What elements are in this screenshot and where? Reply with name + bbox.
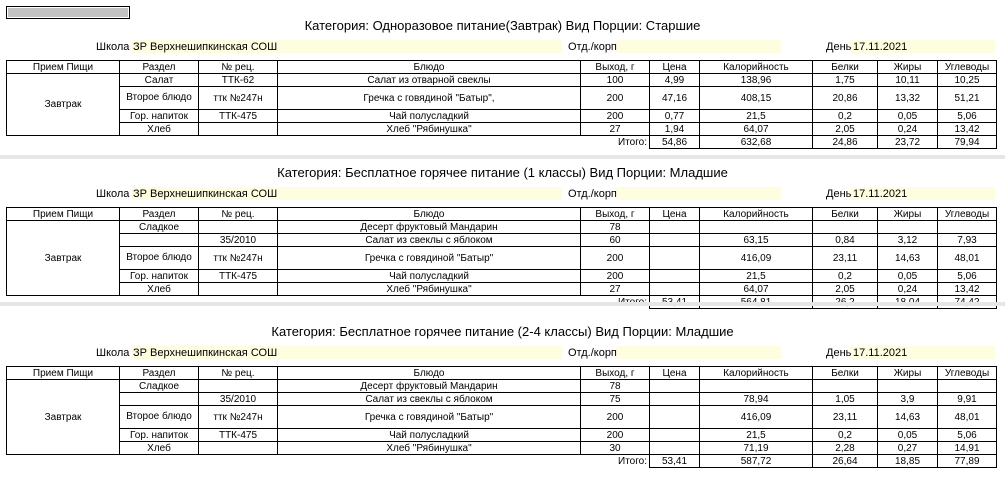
table-cell: 0,84 [813,234,878,247]
table-cell: 48,01 [938,247,997,270]
total-label: Итого: [618,136,647,148]
table-cell [700,380,813,393]
table-cell: 27 [581,123,650,136]
table-cell: 10,11 [878,74,938,87]
table-cell: 35/2010 [199,393,278,406]
school-name: ЗР Верхнешипкинская СОШ [133,347,278,359]
column-header: Выход, г [581,367,650,380]
school-label: Школа [96,41,130,53]
table-header-row [7,367,997,380]
table-cell: 3,12 [878,234,938,247]
table-cell: 23,11 [813,247,878,270]
column-header: Блюдо [278,61,581,74]
table-cell: 100 [581,74,650,87]
table-cell: 7,93 [938,234,997,247]
table-cell: 0,24 [878,123,938,136]
table-cell: 0,24 [878,283,938,296]
table-row [7,406,997,429]
table-cell: ттк №247н [199,247,278,270]
table-cell: Салат из свеклы с яблоком [278,234,581,247]
dept-label: Отд./корп [568,347,617,359]
report-block [0,159,1005,309]
table-cell: 2,28 [813,442,878,455]
table-cell: 5,06 [938,429,997,442]
column-header: Прием Пищи [7,367,120,380]
table-cell: 63,15 [700,234,813,247]
table-cell: Хлеб "Рябинушка" [278,442,581,455]
column-header: Цена [650,61,700,74]
dept-field-highlight [616,187,781,200]
table-cell: 200 [581,110,650,123]
table-cell: Гречка с говядиной "Батыр" [278,406,581,429]
dept-label: Отд./корп [568,41,617,53]
table-cell: 51,21 [938,87,997,110]
table-cell: 71,19 [700,442,813,455]
table-cell [700,221,813,234]
table-cell [878,221,938,234]
column-header: Блюдо [278,208,581,221]
column-header: Прием Пищи [7,61,120,74]
table-cell [650,393,700,406]
table-cell: 13,42 [938,123,997,136]
table-cell: ТТК-62 [199,74,278,87]
table-row [7,74,997,87]
info-row [0,186,1005,202]
column-header: Жиры [878,367,938,380]
table-cell: 30 [581,442,650,455]
table-cell: Второе блюдо [120,406,199,429]
total-label: Итого: [618,455,647,467]
table-header-row [7,208,997,221]
total-cell: 26,64 [813,455,878,468]
table-cell: 416,09 [700,406,813,429]
table-cell [199,380,278,393]
table-cell [650,429,700,442]
table-cell: Второе блюдо [120,87,199,110]
table-row [7,393,997,406]
table-cell: 1,75 [813,74,878,87]
column-header: Цена [650,208,700,221]
table-cell: 78 [581,221,650,234]
total-row [7,136,997,149]
table-cell: Сладкое [120,380,199,393]
category-title: Категория: Бесплатное горячее питание (2-4 классы) Вид Порции: Младшие [271,324,734,339]
total-cell: 77,89 [938,455,997,468]
table-cell: Чай полусладкий [278,429,581,442]
table-cell: 64,07 [700,123,813,136]
table-row [7,110,997,123]
column-header: Раздел [120,367,199,380]
column-header: Выход, г [581,208,650,221]
table-cell: 13,32 [878,87,938,110]
menu-table [6,207,997,309]
column-header: Белки [813,61,878,74]
column-header: Калорийность [700,208,813,221]
table-cell: Салат [120,74,199,87]
column-header: Калорийность [700,61,813,74]
report-block [0,12,1005,162]
table-cell: 1,94 [650,123,700,136]
dept-label: Отд./корп [568,188,617,200]
menu-table [6,60,997,149]
table-cell [878,380,938,393]
table-cell: 23,11 [813,406,878,429]
table-cell [650,406,700,429]
table-cell: 75 [581,393,650,406]
info-row [0,39,1005,55]
column-header: № рец. [199,367,278,380]
table-cell: 5,06 [938,270,997,283]
table-cell: 13,42 [938,283,997,296]
meal-cell: Завтрак [7,380,120,455]
meal-cell: Завтрак [7,221,120,296]
table-cell: Гор. напиток [120,429,199,442]
day-value: 17.11.2021 [853,41,908,53]
table-cell: ттк №247н [199,87,278,110]
column-header: Жиры [878,61,938,74]
category-title: Категория: Бесплатное горячее питание (1 классы) Вид Порции: Младшие [277,165,728,180]
table-row [7,283,997,296]
school-label: Школа [96,347,130,359]
column-header: Цена [650,367,700,380]
table-cell: 200 [581,270,650,283]
table-cell: 0,2 [813,270,878,283]
table-cell: 60 [581,234,650,247]
table-cell: 14,91 [938,442,997,455]
category-title: Категория: Одноразовое питание(Завтрак) Вид Порции: Старшие [304,18,701,33]
table-cell: 200 [581,406,650,429]
table-cell [650,270,700,283]
table-cell: Чай полусладкий [278,110,581,123]
table-cell [199,123,278,136]
table-cell: 408,15 [700,87,813,110]
table-cell [650,283,700,296]
table-cell: 0,2 [813,429,878,442]
table-cell: 5,06 [938,110,997,123]
total-cell: 54,86 [650,136,700,149]
column-header: Выход, г [581,61,650,74]
table-cell: Десерт фруктовый Мандарин [278,380,581,393]
total-cell: 53,41 [650,455,700,468]
table-cell: 78 [581,380,650,393]
table-row [7,87,997,110]
table-cell: 14,63 [878,406,938,429]
column-header: Раздел [120,61,199,74]
column-header: Прием Пищи [7,208,120,221]
table-cell [199,442,278,455]
total-lead [7,136,581,149]
table-cell: 27 [581,283,650,296]
column-header: Углеводы [938,367,997,380]
block-separator [0,302,1005,306]
column-header: Белки [813,208,878,221]
table-cell: Сладкое [120,221,199,234]
table-cell: 20,86 [813,87,878,110]
dept-field-highlight [616,346,781,359]
school-name: ЗР Верхнешипкинская СОШ [133,188,278,200]
table-cell [650,442,700,455]
table-cell: 200 [581,247,650,270]
column-header: № рец. [199,61,278,74]
table-row [7,123,997,136]
table-cell [813,221,878,234]
total-cell: 632,68 [700,136,813,149]
table-cell: 2,05 [813,123,878,136]
table-cell: 21,5 [700,270,813,283]
table-cell: Хлеб "Рябинушка" [278,123,581,136]
table-cell [120,234,199,247]
day-label: День [826,347,852,359]
table-header-row [7,61,997,74]
info-row [0,345,1005,361]
table-cell: 14,63 [878,247,938,270]
table-cell [650,247,700,270]
table-cell: ТТК-475 [199,429,278,442]
total-cell: 587,72 [700,455,813,468]
table-cell: 0,05 [878,110,938,123]
column-header: Блюдо [278,367,581,380]
menu-table [6,366,997,468]
table-row [7,429,997,442]
total-cell: 79,94 [938,136,997,149]
column-header: Калорийность [700,367,813,380]
column-header: № рец. [199,208,278,221]
total-lead [7,455,581,468]
table-cell: 10,25 [938,74,997,87]
table-cell: 200 [581,87,650,110]
table-cell [650,221,700,234]
table-cell: Хлеб [120,123,199,136]
table-cell [199,221,278,234]
table-cell: ТТК-475 [199,270,278,283]
table-cell: ТТК-475 [199,110,278,123]
table-cell: 0,77 [650,110,700,123]
total-row [7,455,997,468]
table-cell: 2,05 [813,283,878,296]
table-cell: Второе блюдо [120,247,199,270]
table-cell: 0,27 [878,442,938,455]
table-cell: 1,05 [813,393,878,406]
total-cell: 24,86 [813,136,878,149]
day-label: День [826,41,852,53]
report-block [0,318,1005,468]
day-value: 17.11.2021 [853,188,908,200]
table-cell: 47,16 [650,87,700,110]
table-cell: Хлеб [120,283,199,296]
table-cell: Десерт фруктовый Мандарин [278,221,581,234]
table-cell: Хлеб "Рябинушка" [278,283,581,296]
table-cell: Салат из свеклы с яблоком [278,393,581,406]
dept-field-highlight [616,40,781,53]
table-cell: Хлеб [120,442,199,455]
column-header: Углеводы [938,208,997,221]
table-cell: 21,5 [700,429,813,442]
table-cell: Гречка с говядиной "Батыр" [278,247,581,270]
column-header: Углеводы [938,61,997,74]
table-row [7,247,997,270]
school-name: ЗР Верхнешипкинская СОШ [133,41,278,53]
table-row [7,221,997,234]
total-cell: 18,85 [878,455,938,468]
table-row [7,380,997,393]
table-cell: 0,2 [813,110,878,123]
total-cell: 23,72 [878,136,938,149]
table-cell: Чай полусладкий [278,270,581,283]
table-cell [650,380,700,393]
table-cell: ттк №247н [199,406,278,429]
table-cell: Гор. напиток [120,110,199,123]
table-cell [120,393,199,406]
table-cell: Гречка с говядиной "Батыр", [278,87,581,110]
table-cell: 9,91 [938,393,997,406]
table-cell [650,234,700,247]
meal-cell: Завтрак [7,74,120,136]
table-cell: 0,05 [878,270,938,283]
table-cell: 35/2010 [199,234,278,247]
table-cell: Гор. напиток [120,270,199,283]
column-header: Раздел [120,208,199,221]
table-cell [938,380,997,393]
day-value: 17.11.2021 [853,347,908,359]
column-header: Жиры [878,208,938,221]
table-cell: 3,9 [878,393,938,406]
school-label: Школа [96,188,130,200]
table-row [7,442,997,455]
table-cell: 21,5 [700,110,813,123]
table-cell [938,221,997,234]
table-cell: 416,09 [700,247,813,270]
table-cell: 64,07 [700,283,813,296]
table-cell: 138,96 [700,74,813,87]
table-row [7,234,997,247]
table-cell: 200 [581,429,650,442]
table-cell: 0,05 [878,429,938,442]
table-cell: 78,94 [700,393,813,406]
table-row [7,270,997,283]
table-cell [199,283,278,296]
column-header: Белки [813,367,878,380]
table-cell: Салат из отварной свеклы [278,74,581,87]
table-cell: 48,01 [938,406,997,429]
table-cell [813,380,878,393]
day-label: День [826,188,852,200]
table-cell: 4,99 [650,74,700,87]
